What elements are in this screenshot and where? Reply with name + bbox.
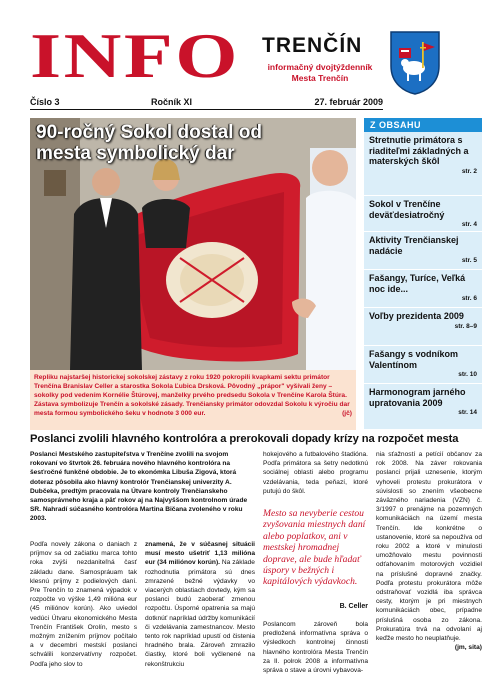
article-column-3-continued: Poslancom zároveň bola predložená informatívna správa o výsledkoch kontrolnej činnosti hlavného kontrolóra Mesta Trenčín za II. polrok 2008 a informatívna správa o stave a úrovni vybavova-	[263, 621, 368, 675]
toc-item-title: Voľby prezidenta 2009	[369, 311, 464, 321]
toc-item-title: Stretnutie primátora s riaditeľmi základných a materských škôl	[369, 135, 469, 166]
toc-item-page: str. 14	[458, 409, 477, 416]
issue-date: 27. február 2009	[314, 97, 383, 107]
toc-item[interactable]	[364, 384, 482, 430]
toc-item-page: str. 10	[458, 371, 477, 378]
column-4-text: nia sťažností a petícií občanov za rok 2008. Na záver rokovania poslanci prijali uznesenie, ktorým vyhoveli protestu prokurátora v súvislosti so znením všeobecne záväzného nariadenia (VZN) č. 3/1997 o prenájme na pozemných komunikáciách na území mesta Trenčín. Ide konkrétne o ustanovenie, ktoré sa nepoužíva od roku 2002 a ktoré v minulosti umožňovalo mestu povinnosti odťahovaním motorových vozidiel na príslušné dopravné značky. Podľa protestu prokurátora môže odstraňovať vozidlá iba správca cesty, ktorým je pri miestnych komunikáciách obec, prípadne príslušná osoba zo zákona. Prokuratúra trvá na odvolaní aj keďže mesto ho neuplatňuje.	[376, 451, 482, 643]
article-lead: Poslanci Mestského zastupiteľstva v Trenčíne zvolili na svojom rokovaní vo štvrtok 26. februára nového hlavného kontrolóra na šesťročné funkčné obdobie. Je to ekonómka Libuša Zigová, ktorá doteraz pôsobila ako hlavný kontrolór Trenčianskej univerzity A. Dubčeka, predtým pracovala na Útvare kontroly Trenčianskeho samosprávneho kraja a päť rokov aj na Najvyššom kontrolnom úrade SR. Nahradí súčasného kontrolóra Martina Bičana zvoleného v roku 2003.	[30, 451, 248, 523]
toc-item-page: str. 6	[461, 295, 477, 302]
pull-quote-author: B. Celler	[339, 603, 368, 610]
toc-item[interactable]	[364, 232, 482, 270]
toc-item[interactable]	[364, 132, 482, 196]
toc-sidebar	[364, 118, 482, 430]
article-column-2	[145, 540, 255, 669]
issue-number: Číslo 3	[30, 97, 60, 107]
toc-item[interactable]	[364, 196, 482, 232]
toc-item-page: str. 5	[461, 257, 477, 264]
toc-item[interactable]	[364, 308, 482, 346]
caption-author: (jč)	[342, 410, 352, 417]
column-2-text: Na základe rozhodnutia primátora sú dnes zmrazené bežné výdavky vo viacerých oblastiach dovtedy, kým sa poslanci budú zaoberať zmenou rozpočtu. Úsporné opatrenia sa majú dotknúť napríklad údržby komunikácií či vzdelávania zamestnancov. Mesto tento rok napríklad upustí od čistenia hradného brala. Zároveň zmrazilo čiastky, ktoré boli vyčlenené na rekonštrukciu	[145, 559, 255, 668]
subtitle-line-2: Mesta Trenčín	[291, 73, 349, 83]
toc-item[interactable]	[364, 346, 482, 384]
pull-quote: Mesto sa nevyberie cestou zvyšovania miestnych daní alebo poplatkov, ani v mestskej hromadnej doprave, ale bude hľadať úspory v bežných i kapitálových výdavkoch.	[263, 508, 366, 588]
column-2-highlight: znamená, že v súčasnej situácii musí mesto ušetriť 1,13 milióna eur (34 miliónov korún).	[145, 541, 255, 567]
caption-text: Repliku najstaršej historickej sokolskej zástavy z roku 1920 pokropili kvapkami sektu primátor Trenčína Branislav Celler a starostka Sokola Ľubica Drsková. Pôvodný „prápor" vyšívali ženy – sokolky pod vedením Kornélie Štúrovej, manželky prvého predsedu Sokola v Trenčíne Karola Štúra. Zástava symbolizuje Trenčín a sokolské zásady. Trenčiansky primátor odovzdal Sokolu k výročiu dar mesta formou symbolického šeku v hodnote 3 000 eur.	[34, 374, 350, 417]
issue-volume: Ročník XI	[151, 97, 193, 107]
headline-line-1: 90-ročný Sokol dostal od	[36, 122, 262, 143]
toc-item-title: Fašangy s vodníkom Valentínom	[369, 349, 459, 370]
logo-info[interactable]: INFO	[30, 20, 240, 91]
toc-item[interactable]	[364, 270, 482, 308]
article-column-4	[376, 450, 482, 652]
article-column-1: Podľa novely zákona o daniach z príjmov sa od začiatku marca tohto roka zvýši nezdaniteľná časť základu dane. Samospráuam tak klesnú príjmy z podielových daní. Pre Trenčín to znamená výpadok v rozpočte vo výške 1,49 milióna eur (45 miliónov korún). Ako uviedol vedúci Útvaru ekonomického Mesta Trenčín František Orolín, mesto s možným znížením príjmov počítalo a v decembri mestskí poslanci schválili konzervatívny rozpočet. Podľa jeho slov to	[30, 541, 137, 668]
headline-line-2: mesta symbolický dar	[36, 143, 235, 164]
toc-item-title: Fašangy, Turíce, Veľká noc ide...	[369, 273, 466, 294]
toc-item-title: Sokol v Trenčíne deväťdesiatročný	[369, 199, 445, 220]
photo-headline[interactable]	[36, 122, 356, 164]
coat-of-arms-icon	[389, 30, 441, 96]
article-headline[interactable]: Poslanci zvolili hlavného kontrolóra a prerokovali dopady krízy na rozpočet mesta	[30, 433, 459, 445]
masthead	[0, 0, 495, 96]
toc-item-page: str. 4	[461, 221, 477, 228]
column-4-author: (jm, sita)	[454, 644, 482, 652]
toc-item-page: str. 2	[461, 167, 477, 175]
article-column-3: hokejového a futbalového štadióna. Podľa primátora sa šetry nedotknú sociálnej oblasti alebo programu vzdelávania, teda peňazí, ktoré putujú do škôl.	[263, 451, 368, 495]
toc-heading: Z OBSAHU	[364, 118, 482, 132]
toc-item-page: str. 8–9	[454, 322, 477, 330]
photo-caption	[30, 370, 356, 430]
cover-photo	[30, 118, 356, 370]
masthead-subtitle	[262, 62, 378, 84]
toc-item-title: Harmonogram jarného upratovania 2009	[369, 387, 466, 408]
masthead-city: TRENČÍN	[262, 34, 363, 57]
toc-item-title: Aktivity Trenčianskej nadácie	[369, 235, 459, 256]
issue-line	[30, 96, 383, 110]
subtitle-line-1: informačný dvojtýždenník	[267, 62, 373, 72]
